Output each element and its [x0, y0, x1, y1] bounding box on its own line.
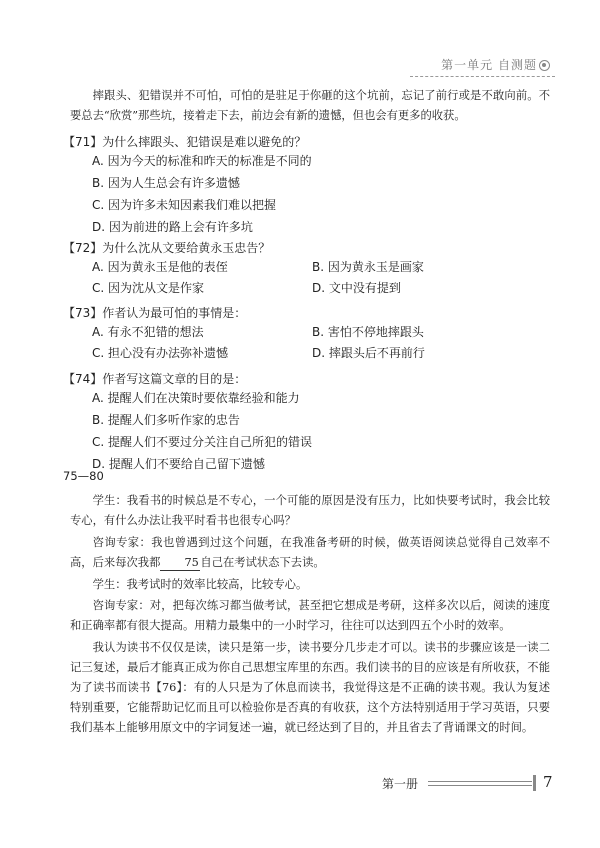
question-74-option-d: D. 提醒人们不要给自己留下遗憾 [92, 457, 265, 471]
question-71-option-c: C. 因为许多未知因素我们难以把握 [92, 198, 277, 212]
dialogue-expert-1-text: 咨询专家：我也曾遇到过这个问题，在我准备考研的时候，做英语阅读总觉得自己效率不高，后来每次我都 [70, 536, 550, 569]
target-circle-icon [539, 60, 550, 71]
dialogue-expert-3: 我认为读书不仅仅是读，读只是第一步，读书要分几步走才可以。读书的步骤应该是一读二记三复述，最后才能真正成为你自己思想宝库里的东西。我们读书的目的应该是有所收获，不能为了读书而读书【76】：有的人只是为了休息而读书，我觉得这是不正确的读书观。我认为复述特别重要，它能帮助记忆而且可以检验你是否真的有收获，这个方法特别适用于学习英语，只要我们基本上能够用原文中的字词复述一遍，就已经达到了目的，并且省去了背诵课文的时间。 [70, 641, 550, 734]
footer-rule-top [428, 781, 532, 782]
question-74-option-c: C. 提醒人们不要过分关注自己所犯的错误 [92, 435, 313, 449]
question-74-option-b: B. 提醒人们多听作家的忠告 [92, 413, 240, 427]
question-71-title: 【71】为什么摔跟头、犯错误是难以避免的？ [63, 135, 307, 149]
question-71-option-d: D. 因为前进的路上会有许多坑 [92, 220, 253, 234]
question-73-option-c: C. 担心没有办法弥补遗憾 [92, 346, 229, 360]
question-74-option-a: A. 提醒人们在决策时要依靠经验和能力 [92, 391, 300, 405]
question-72-option-b: B. 因为黄永玉是画家 [312, 260, 424, 274]
intro-paragraph: 摔跟头、犯错误并不可怕，可怕的是驻足于你砸的这个坑前，忘记了前行或是不敢向前。不要总去“欣赏”那些坑，接着走下去，前边会有新的遗憾，但也会有更多的收获。 [70, 89, 550, 122]
question-71-option-a: A. 因为今天的标准和昨天的标准是不同的 [92, 154, 312, 168]
question-73-option-d: D. 摔跟头后不再前行 [312, 346, 425, 360]
question-73-option-a: A. 有永不犯错的想法 [92, 325, 204, 339]
unit-title: 第一单元 自测题 [441, 58, 537, 72]
dialogue-expert-1 [70, 533, 550, 573]
question-72-option-a: A. 因为黄永玉是他的表侄 [92, 260, 228, 274]
question-73-option-b: B. 害怕不停地摔跟头 [312, 325, 424, 339]
dialogue-expert-1-tail: 自己在考试状态下去读。 [200, 556, 325, 569]
dialogue-student-1: 学生：我看书的时候总是不专心，一个可能的原因是没有压力，比如快要考试时，我会比较专心，有什么办法让我平时看书也很专心吗？ [70, 494, 550, 527]
book-label: 第一册 [382, 777, 419, 791]
header-divider [410, 76, 555, 77]
question-71-option-b: B. 因为人生总会有许多遗憾 [92, 176, 240, 190]
unit-header [432, 56, 550, 72]
question-72-option-d: D. 文中没有提到 [312, 281, 401, 295]
dialogue-student-2: 学生：我考试时的效率比较高，比较专心。 [92, 578, 308, 591]
page-number: 7 [543, 773, 553, 791]
section-label: 75—80 [63, 469, 104, 483]
dialogue-expert-2: 咨询专家：对，把每次练习都当做考试，甚至把它想成是考研，这样多次以后，阅读的速度和正确率都有很大提高。用精力最集中的一小时学习，往往可以达到四五个小时的效率。 [70, 599, 550, 632]
blank-75: 75 [160, 556, 200, 571]
question-72-title: 【72】为什么沈从文要给黄永玉忠告？ [63, 241, 271, 255]
footer-bar [533, 775, 536, 791]
question-72-option-c: C. 因为沈从文是作家 [92, 281, 205, 295]
question-74-title: 【74】作者写这篇文章的目的是： [63, 372, 247, 386]
question-73-title: 【73】作者认为最可怕的事情是： [63, 306, 247, 320]
footer-rule-bottom [428, 785, 532, 786]
